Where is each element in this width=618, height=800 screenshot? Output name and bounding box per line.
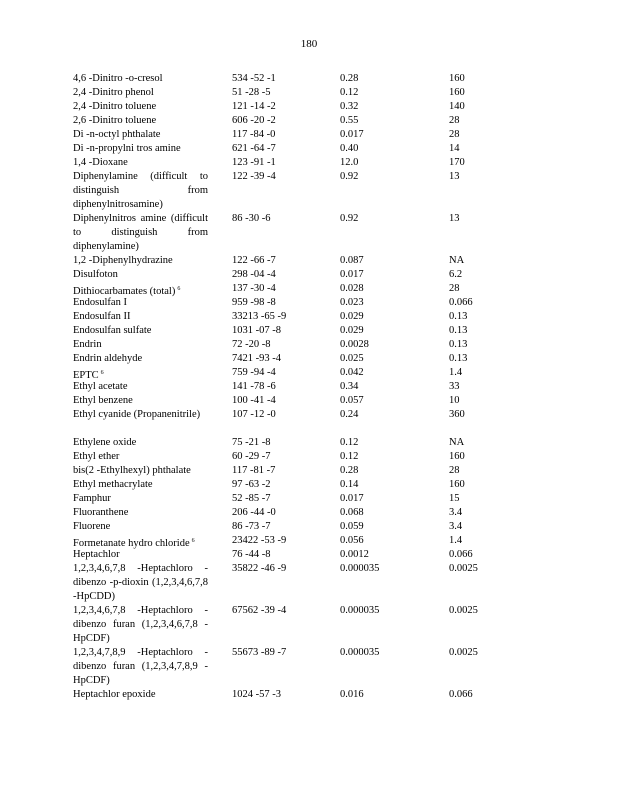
constituent-name: bis(2 -Ethylhexyl) phthalate [73,465,191,476]
constituent-name: Heptachlor epoxide [73,689,156,700]
wastewater-standard: 0.12 [340,437,359,448]
constituent-name: Diphenylnitros amine (difficult to distinguish from diphenylamine) [73,213,208,253]
constituent-name: 1,4 -Dioxane [73,157,128,168]
wastewater-standard: 0.023 [340,297,364,308]
table-row [0,338,618,352]
cas-number: 97 -63 -2 [232,479,271,490]
wastewater-standard: 0.92 [340,171,359,182]
wastewater-standard: 0.068 [340,507,364,518]
nonwastewater-standard: NA [449,437,465,448]
nonwastewater-standard: 28 [449,465,460,476]
constituent-name: Ethyl benzene [73,395,133,406]
cas-number: 298 -04 -4 [232,269,276,280]
wastewater-standard: 0.14 [340,479,359,490]
table-row [0,170,618,212]
cas-number: 606 -20 -2 [232,115,276,126]
cas-number: 621 -64 -7 [232,143,276,154]
wastewater-standard: 0.28 [340,73,359,84]
constituent-name: Heptachlor [73,549,120,560]
constituent-name: 1,2,3,4,6,7,8 -Heptachloro - dibenzo furan (1,2,3,4,6,7,8 - HpCDF) [73,605,208,645]
constituent-name: 2,6 -Dinitro toluene [73,115,157,126]
wastewater-standard: 0.24 [340,409,359,420]
nonwastewater-standard: 28 [449,115,460,126]
page-number: 180 [300,38,318,50]
constituent-name: Diphenylamine (difficult to distinguish from diphenylnitrosamine) [73,171,208,211]
nonwastewater-standard: 0.066 [449,549,473,560]
cas-number: 122 -39 -4 [232,171,276,182]
nonwastewater-standard: 160 [449,73,465,84]
constituent-name: 1,2,3,4,6,7,8 -Heptachloro - dibenzo -p-dioxin (1,2,3,4,6,7,8 -HpCDD) [73,563,208,603]
wastewater-standard: 0.000035 [340,563,380,574]
table-row [0,380,618,394]
wastewater-standard: 0.34 [340,381,359,392]
nonwastewater-standard: 1.4 [449,367,463,378]
nonwastewater-standard: 0.13 [449,311,468,322]
cas-number: 72 -20 -8 [232,339,271,350]
constituent-name: Fluoranthene [73,507,129,518]
wastewater-standard: 0.017 [340,493,364,504]
cas-number: 52 -85 -7 [232,493,271,504]
table-row [0,548,618,562]
cas-number: 206 -44 -0 [232,507,276,518]
cas-number: 759 -94 -4 [232,367,276,378]
nonwastewater-standard: 160 [449,87,465,98]
constituent-name: Ethyl ether [73,451,120,462]
constituent-table [0,72,618,702]
wastewater-standard: 0.016 [340,689,364,700]
cas-number: 122 -66 -7 [232,255,276,266]
constituent-name: 1,2 -Diphenylhydrazine [73,255,173,266]
table-row [0,268,618,282]
constituent-name: 1,2,3,4,7,8,9 -Heptachloro - dibenzo furan (1,2,3,4,7,8,9 - HpCDF) [73,647,208,687]
nonwastewater-standard: 6.2 [449,269,463,280]
table-row [0,72,618,86]
constituent-name-text: Formetanate hydro chloride [73,538,190,549]
wastewater-standard: 0.029 [340,325,364,336]
cas-number: 141 -78 -6 [232,381,276,392]
cas-number: 117 -81 -7 [232,465,276,476]
constituent-name: Ethyl cyanide (Propanenitrile) [73,409,201,420]
cas-number: 75 -21 -8 [232,437,271,448]
cas-number: 76 -44 -8 [232,549,271,560]
nonwastewater-standard: 170 [449,157,465,168]
cas-number: 23422 -53 -9 [232,535,287,546]
cas-number: 959 -98 -8 [232,297,276,308]
wastewater-standard: 0.000035 [340,647,380,658]
table-row [0,212,618,254]
table-row [0,310,618,324]
wastewater-standard: 0.92 [340,213,359,224]
constituent-name: 4,6 -Dinitro -o-cresol [73,73,163,84]
nonwastewater-standard: 0.0025 [449,605,478,616]
constituent-name: 2,4 -Dinitro toluene [73,101,157,112]
wastewater-standard: 0.029 [340,311,364,322]
constituent-name-text: Dithiocarbamates (total) [73,286,176,297]
constituent-name: Di -n-propylni tros amine [73,143,181,154]
cas-number: 86 -30 -6 [232,213,271,224]
wastewater-standard: 0.042 [340,367,364,378]
constituent-name: Ethylene oxide [73,437,137,448]
nonwastewater-standard: 0.066 [449,297,473,308]
wastewater-standard: 0.025 [340,353,364,364]
footnote-marker: 6 [100,370,104,376]
table-row [0,394,618,408]
cas-number: 100 -41 -4 [232,395,276,406]
constituent-name: Endrin aldehyde [73,353,143,364]
cas-number: 86 -73 -7 [232,521,271,532]
footnote-marker: 6 [191,538,195,544]
table-row [0,366,618,380]
nonwastewater-standard: 160 [449,451,465,462]
wastewater-standard: 0.12 [340,87,359,98]
nonwastewater-standard: 1.4 [449,535,463,546]
wastewater-standard: 0.056 [340,535,364,546]
table-row [0,520,618,534]
constituent-name: Endosulfan II [73,311,131,322]
nonwastewater-standard: 0.066 [449,689,473,700]
table-row [0,562,618,604]
constituent-name: Fluorene [73,521,111,532]
nonwastewater-standard: 0.13 [449,325,468,336]
wastewater-standard: 0.40 [340,143,359,154]
wastewater-standard: 0.0012 [340,549,369,560]
table-row [0,352,618,366]
cas-number: 1024 -57 -3 [232,689,281,700]
constituent-name: Endrin [73,339,102,350]
nonwastewater-standard: 3.4 [449,507,463,518]
wastewater-standard: 0.057 [340,395,364,406]
constituent-name-text: EPTC [73,370,99,381]
constituent-name: Di -n-octyl phthalate [73,129,161,140]
table-row [0,408,618,436]
nonwastewater-standard: 10 [449,395,460,406]
constituent-name: 2,4 -Dinitro phenol [73,87,154,98]
nonwastewater-standard: 0.0025 [449,563,478,574]
wastewater-standard: 0.017 [340,269,364,280]
constituent-name: Endosulfan I [73,297,127,308]
cas-number: 51 -28 -5 [232,87,271,98]
cas-number: 107 -12 -0 [232,409,276,420]
table-row [0,506,618,520]
nonwastewater-standard: 3.4 [449,521,463,532]
nonwastewater-standard: 13 [449,213,460,224]
nonwastewater-standard: 28 [449,129,460,140]
table-row [0,464,618,478]
wastewater-standard: 12.0 [340,157,359,168]
table-row [0,450,618,464]
wastewater-standard: 0.12 [340,451,359,462]
cas-number: 137 -30 -4 [232,283,276,294]
cas-number: 1031 -07 -8 [232,325,281,336]
table-row [0,142,618,156]
wastewater-standard: 0.017 [340,129,364,140]
cas-number: 67562 -39 -4 [232,605,287,616]
table-row [0,114,618,128]
wastewater-standard: 0.059 [340,521,364,532]
table-row [0,100,618,114]
wastewater-standard: 0.55 [340,115,359,126]
wastewater-standard: 0.32 [340,101,359,112]
constituent-name: Disulfoton [73,269,118,280]
cas-number: 33213 -65 -9 [232,311,287,322]
table-row [0,254,618,268]
cas-number: 55673 -89 -7 [232,647,287,658]
wastewater-standard: 0.0028 [340,339,369,350]
nonwastewater-standard: 14 [449,143,460,154]
table-row [0,534,618,548]
table-row [0,324,618,338]
table-row [0,688,618,702]
wastewater-standard: 0.28 [340,465,359,476]
table-row [0,604,618,646]
constituent-name: Famphur [73,493,111,504]
table-row [0,128,618,142]
cas-number: 117 -84 -0 [232,129,276,140]
table-row [0,492,618,506]
nonwastewater-standard: 0.0025 [449,647,478,658]
cas-number: 60 -29 -7 [232,451,271,462]
nonwastewater-standard: 360 [449,409,465,420]
constituent-name: Ethyl acetate [73,381,128,392]
nonwastewater-standard: 160 [449,479,465,490]
footnote-marker: 6 [177,286,181,292]
nonwastewater-standard: 0.13 [449,353,468,364]
table-row [0,478,618,492]
table-row [0,436,618,450]
table-row [0,646,618,688]
cas-number: 534 -52 -1 [232,73,276,84]
constituent-name: Endosulfan sulfate [73,325,152,336]
nonwastewater-standard: NA [449,255,465,266]
nonwastewater-standard: 13 [449,171,460,182]
nonwastewater-standard: 15 [449,493,460,504]
wastewater-standard: 0.087 [340,255,364,266]
cas-number: 7421 -93 -4 [232,353,281,364]
nonwastewater-standard: 0.13 [449,339,468,350]
cas-number: 121 -14 -2 [232,101,276,112]
wastewater-standard: 0.028 [340,283,364,294]
cas-number: 35822 -46 -9 [232,563,287,574]
cas-number: 123 -91 -1 [232,157,276,168]
table-row-deleted [0,282,618,296]
table-row [0,156,618,170]
nonwastewater-standard: 140 [449,101,465,112]
table-row [0,296,618,310]
nonwastewater-standard: 33 [449,381,460,392]
table-row [0,86,618,100]
wastewater-standard: 0.000035 [340,605,380,616]
constituent-name: Ethyl methacrylate [73,479,153,490]
nonwastewater-standard: 28 [449,283,460,294]
